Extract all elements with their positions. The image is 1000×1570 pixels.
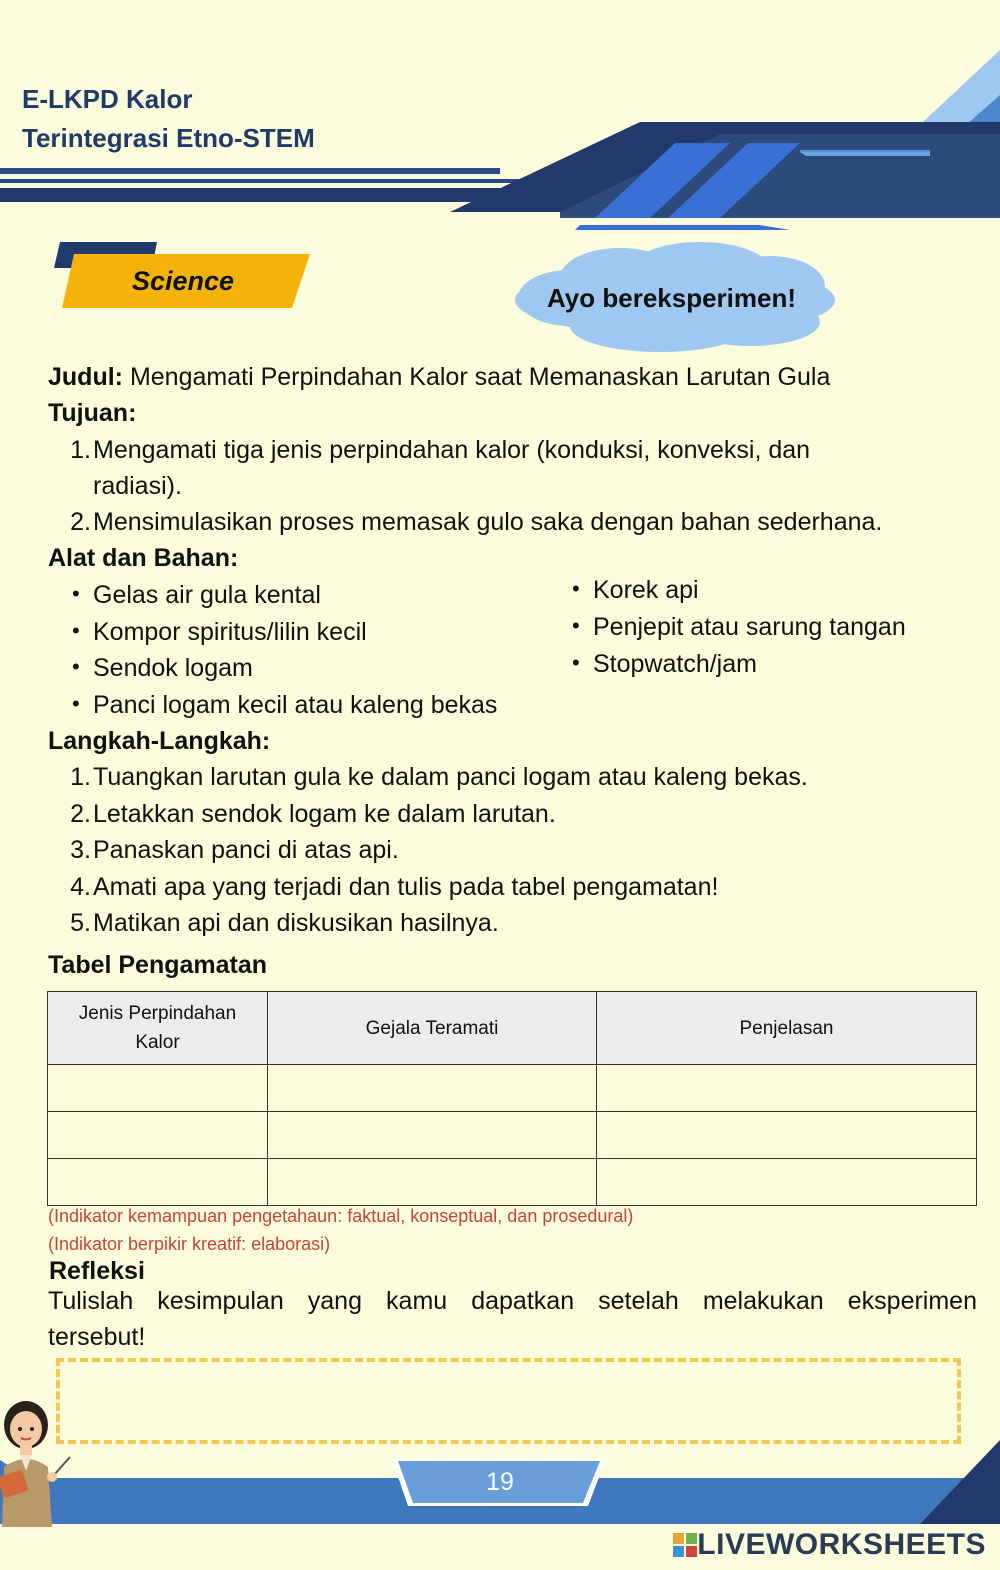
alat-item-text: Kompor spiritus/lilin kecil <box>93 618 367 646</box>
table-cell-penjelasan[interactable] <box>597 1112 977 1159</box>
alat-item <box>572 613 906 642</box>
bullet-dot: • <box>72 691 80 716</box>
column-header-penjelasan: Penjelasan <box>597 992 977 1065</box>
alat-item-text: Penjepit atau sarung tangan <box>593 613 906 641</box>
alat-item <box>572 650 757 679</box>
tujuan-item-1-text-cont: radiasi). <box>93 472 182 500</box>
langkah-number: 2. <box>70 800 91 828</box>
langkah-number: 5. <box>70 909 91 937</box>
column-header-gejala: Gejala Teramati <box>268 992 597 1065</box>
table-cell-penjelasan[interactable] <box>597 1065 977 1112</box>
liveworksheets-logo-text: LIVEWORKSHEETS <box>697 1528 986 1561</box>
langkah-number: 1. <box>70 763 91 791</box>
page-number: 19 <box>486 1468 514 1496</box>
alat-item <box>72 581 321 610</box>
column-header-jenis: Jenis Perpindahan Kalor <box>48 992 268 1065</box>
table-row <box>48 1159 977 1206</box>
tabel-heading: Tabel Pengamatan <box>48 951 268 979</box>
refleksi-heading: Refleksi <box>49 1257 145 1285</box>
langkah-heading: Langkah-Langkah: <box>48 727 271 755</box>
alat-item <box>572 576 699 605</box>
bullet-dot: • <box>72 581 80 606</box>
bullet-dot: • <box>572 650 580 675</box>
refleksi-answer-box[interactable] <box>56 1358 961 1444</box>
observation-table <box>47 991 977 1206</box>
table-cell-jenis[interactable] <box>48 1159 268 1206</box>
table-cell-gejala[interactable] <box>268 1159 597 1206</box>
refleksi-prompt-line-1: Tulislah kesimpulan yang kamu dapatkan setelah melakukan eksperimen <box>48 1287 977 1315</box>
tujuan-item-1-text: Mengamati tiga jenis perpindahan kalor (konduksi, konveksi, dan <box>93 436 811 464</box>
table-header-row <box>48 992 977 1065</box>
langkah-text: Tuangkan larutan gula ke dalam panci logam atau kaleng bekas. <box>93 763 808 791</box>
alat-item-text: Panci logam kecil atau kaleng bekas <box>93 691 498 719</box>
judul-text: Mengamati Perpindahan Kalor saat Memanaskan Larutan Gula <box>129 363 831 391</box>
langkah-number: 3. <box>70 836 91 864</box>
indicator-creative: (Indikator berpikir kreatif: elaborasi) <box>48 1234 331 1254</box>
science-banner-label: Science <box>132 266 235 296</box>
alat-item-text: Stopwatch/jam <box>593 650 757 678</box>
bullet-dot: • <box>572 613 580 638</box>
bullet-dot: • <box>572 576 580 601</box>
document-title-line-1: E-LKPD Kalor <box>22 84 193 114</box>
langkah-number: 4. <box>70 873 91 901</box>
table-row <box>48 1112 977 1159</box>
alat-item-text: Sendok logam <box>93 654 253 682</box>
alat-item <box>72 654 253 683</box>
teacher-illustration <box>0 1395 80 1527</box>
alat-heading: Alat dan Bahan: <box>48 544 239 572</box>
tujuan-item-1-number: 1. <box>70 436 91 464</box>
judul-line <box>48 363 830 392</box>
refleksi-prompt-line-2: tersebut! <box>48 1323 146 1351</box>
alat-item-text: Korek api <box>593 576 699 604</box>
alat-item <box>72 691 498 720</box>
langkah-text: Letakkan sendok logam ke dalam larutan. <box>93 800 556 828</box>
liveworksheets-logo[interactable] <box>673 1528 986 1562</box>
langkah-text: Panaskan panci di atas api. <box>93 836 399 864</box>
table-cell-gejala[interactable] <box>268 1112 597 1159</box>
langkah-text: Matikan api dan diskusikan hasilnya. <box>93 909 499 937</box>
alat-item <box>72 618 367 647</box>
indicator-knowledge: (Indikator kemampuan pengetahaun: faktual, konseptual, dan prosedural) <box>48 1206 634 1226</box>
liveworksheets-logo-icon <box>673 1533 697 1557</box>
judul-label: Judul: <box>48 363 123 391</box>
document-title-line-2: Terintegrasi Etno-STEM <box>22 123 315 153</box>
table-cell-gejala[interactable] <box>268 1065 597 1112</box>
cloud-text: Ayo bereksperimen! <box>547 283 797 313</box>
langkah-text: Amati apa yang terjadi dan tulis pada tabel pengamatan! <box>93 873 719 901</box>
table-cell-penjelasan[interactable] <box>597 1159 977 1206</box>
table-cell-jenis[interactable] <box>48 1065 268 1112</box>
tujuan-item-2-text: Mensimulasikan proses memasak gulo saka dengan bahan sederhana. <box>93 508 883 536</box>
table-cell-jenis[interactable] <box>48 1112 268 1159</box>
bullet-dot: • <box>72 618 80 643</box>
tujuan-item-2-number: 2. <box>70 508 91 536</box>
bullet-dot: • <box>72 654 80 679</box>
alat-item-text: Gelas air gula kental <box>93 581 321 609</box>
tujuan-heading: Tujuan: <box>48 399 137 427</box>
table-row <box>48 1065 977 1112</box>
